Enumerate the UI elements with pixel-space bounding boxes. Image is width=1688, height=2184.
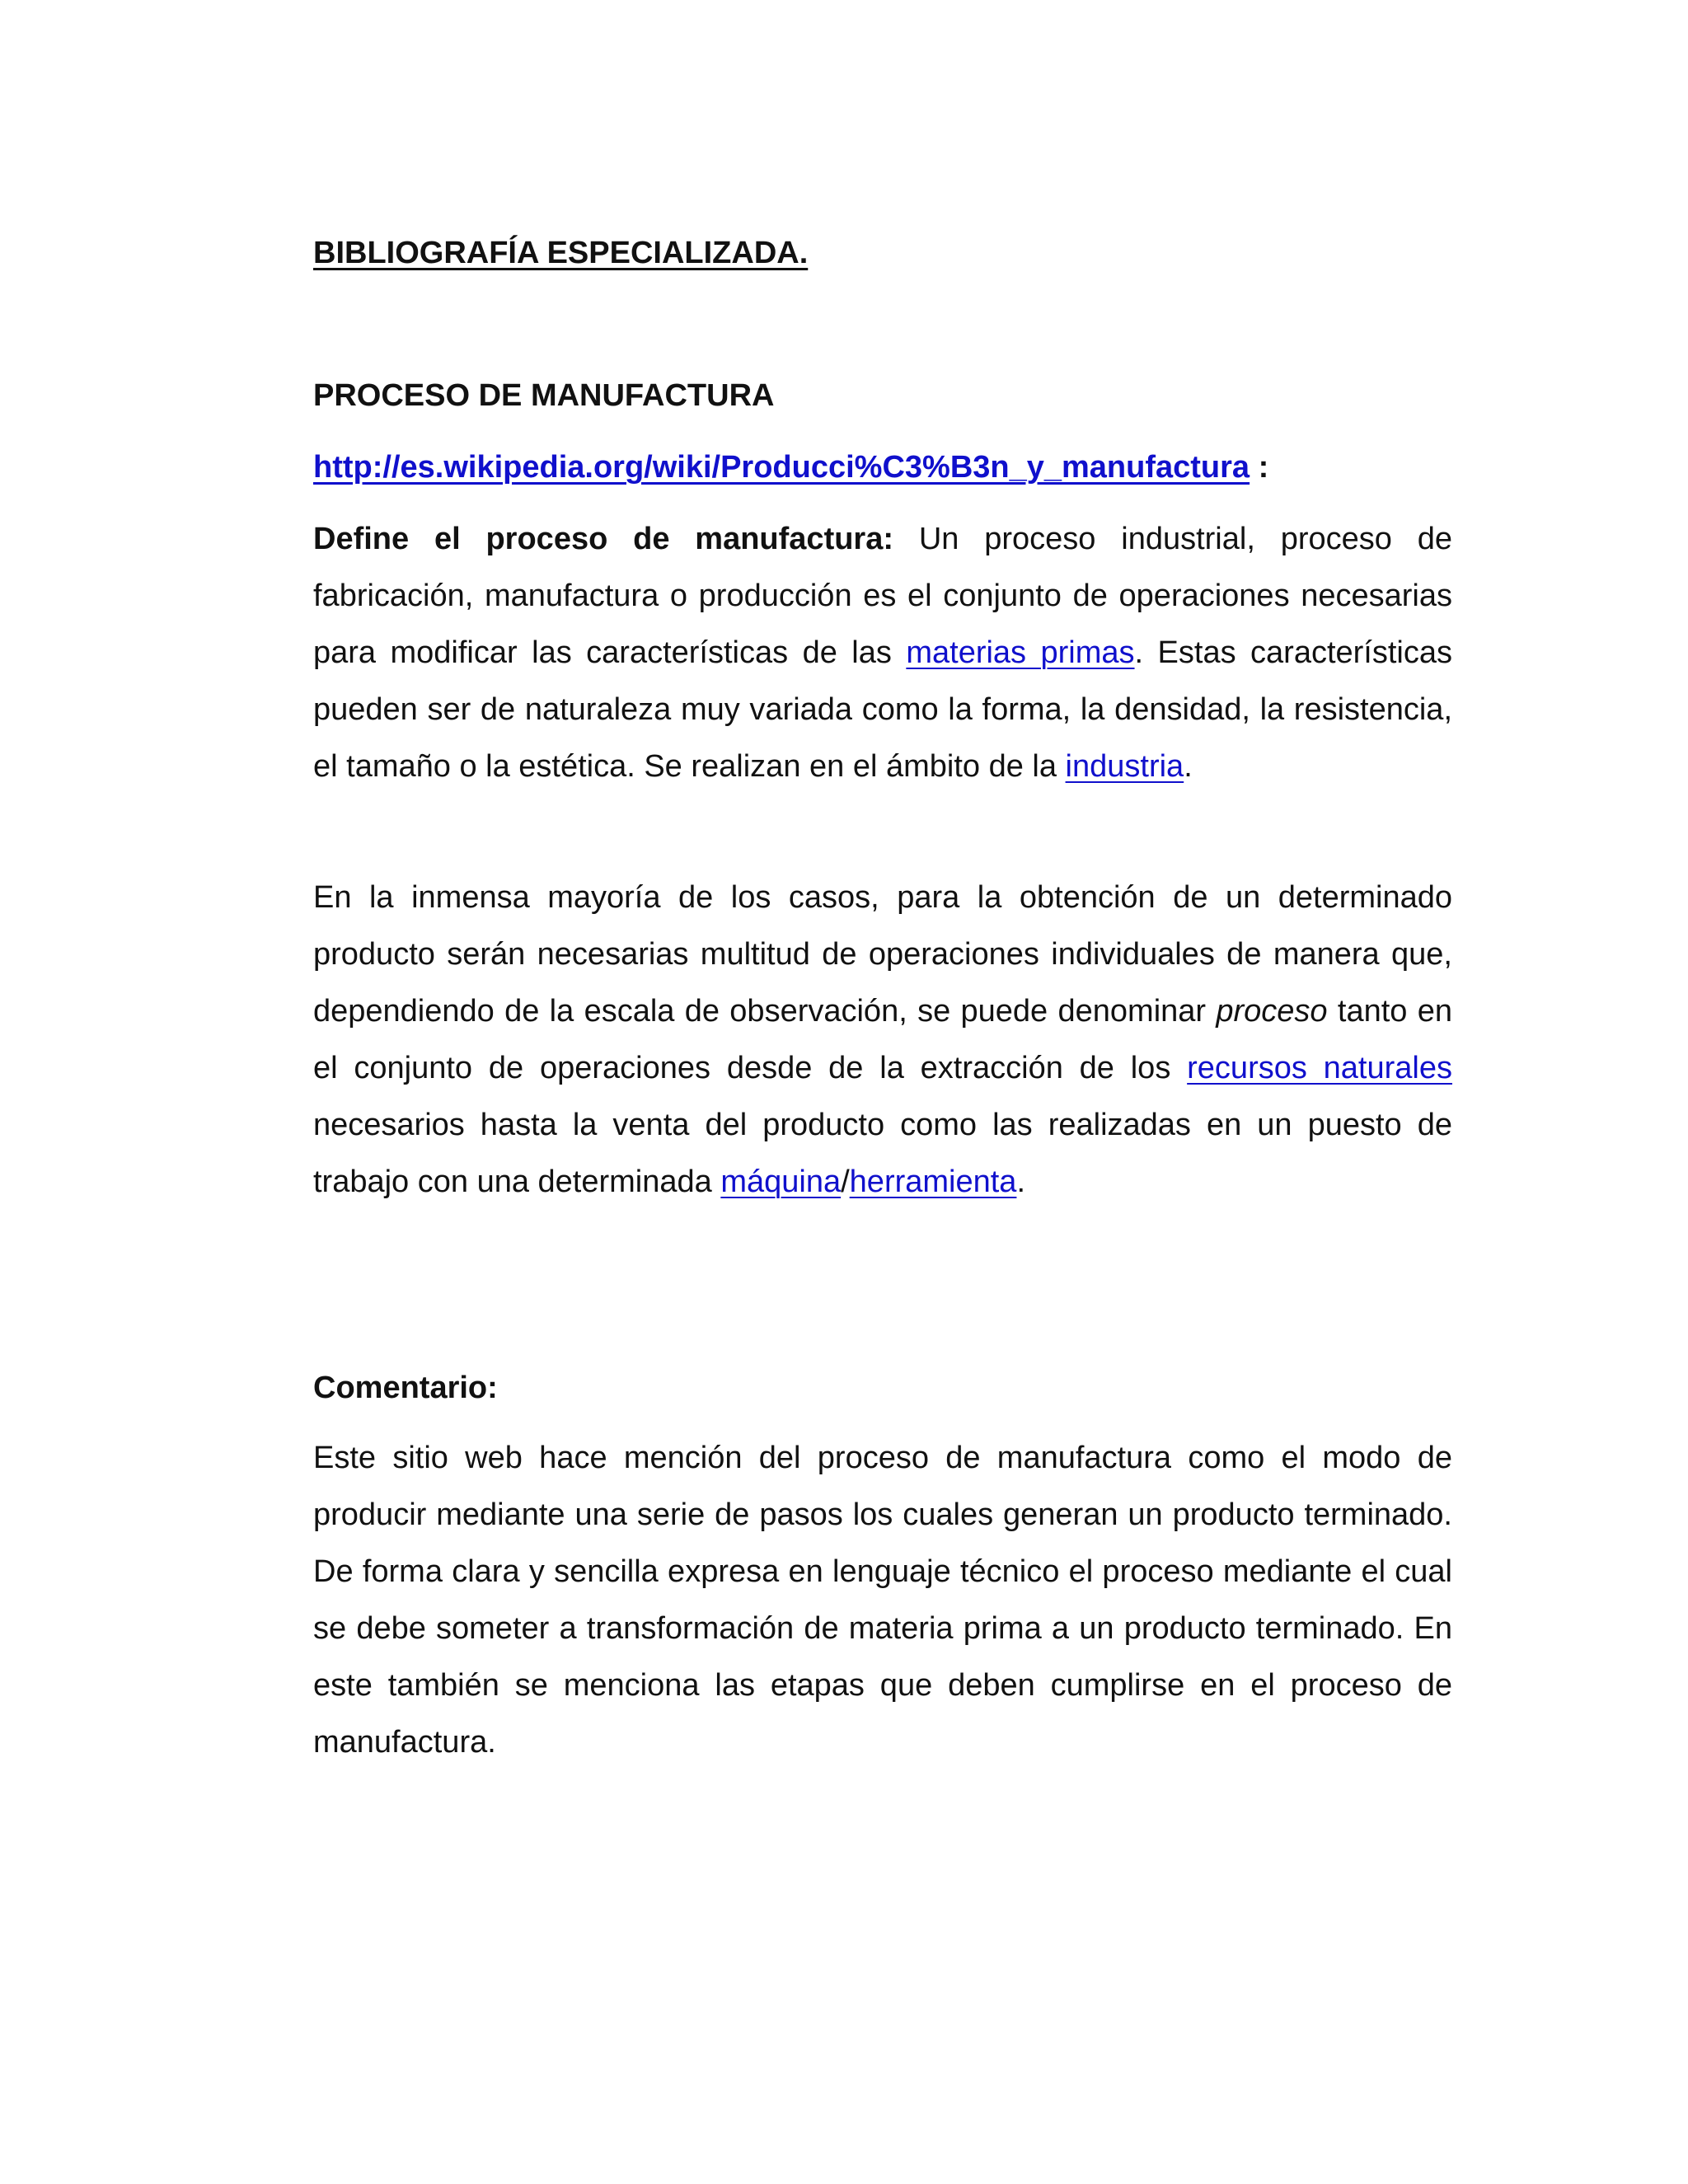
process-paragraph [313,869,1452,1211]
definition-text-1: Un proceso industrial, proceso de fabricación, manufactura o producción es el conjunto de operaciones necesarias para modificar las características de las [313,522,1452,670]
section-title: PROCESO DE MANUFACTURA [313,378,775,413]
comment-paragraph: Este sitio web hace mención del proceso de manufactura como el modo de producir mediante una serie de pasos los cuales generan un producto terminado. De forma clara y sencilla expresa en lenguaje técnico el proceso mediante el cual se debe someter a transformación de materia prima a un producto terminado. En este también se menciona las etapas que deben cumplirse en el proceso de manufactura. [313,1441,1452,1760]
process-text-2: tanto en el conjunto de operaciones desde de la extracción de los [313,994,1452,1085]
industria-link[interactable]: industria [1065,749,1184,784]
process-slash: / [841,1165,850,1199]
definition-lead: Define el proceso de manufactura: [313,522,894,556]
maquina-link[interactable]: máquina [720,1165,842,1199]
recursos-naturales-link[interactable]: recursos naturales [1187,1051,1452,1085]
comment-label: Comentario: [313,1371,498,1405]
definition-text-2: . Estas características pueden ser de naturaleza muy variada como la forma, la densidad, la resistencia, el tamaño o la estética. Se realizan en el ámbito de la [313,635,1452,784]
source-url-line [313,446,1268,489]
materias-primas-link[interactable]: materias primas [906,635,1135,670]
definition-text-3: . [1184,749,1193,784]
source-url-suffix: : [1250,450,1269,485]
definition-paragraph [313,511,1452,795]
process-text-1: En la inmensa mayoría de los casos, para la obtención de un determinado producto serán necesarias multitud de operaciones individuales de manera que, dependiendo de la escala de observación, se puede denominar [313,880,1452,1029]
source-url-link[interactable]: http://es.wikipedia.org/wiki/Producci%C3%B3n_y_manufactura [313,450,1250,485]
process-text-4: . [1016,1165,1025,1199]
process-text-3: necesarios hasta la venta del producto como las realizadas en un puesto de trabajo con una determinada [313,1108,1452,1199]
process-italic-word: proceso [1216,994,1328,1029]
document-title: BIBLIOGRAFÍA ESPECIALIZADA. [313,236,809,270]
herramienta-link[interactable]: herramienta [849,1165,1017,1199]
